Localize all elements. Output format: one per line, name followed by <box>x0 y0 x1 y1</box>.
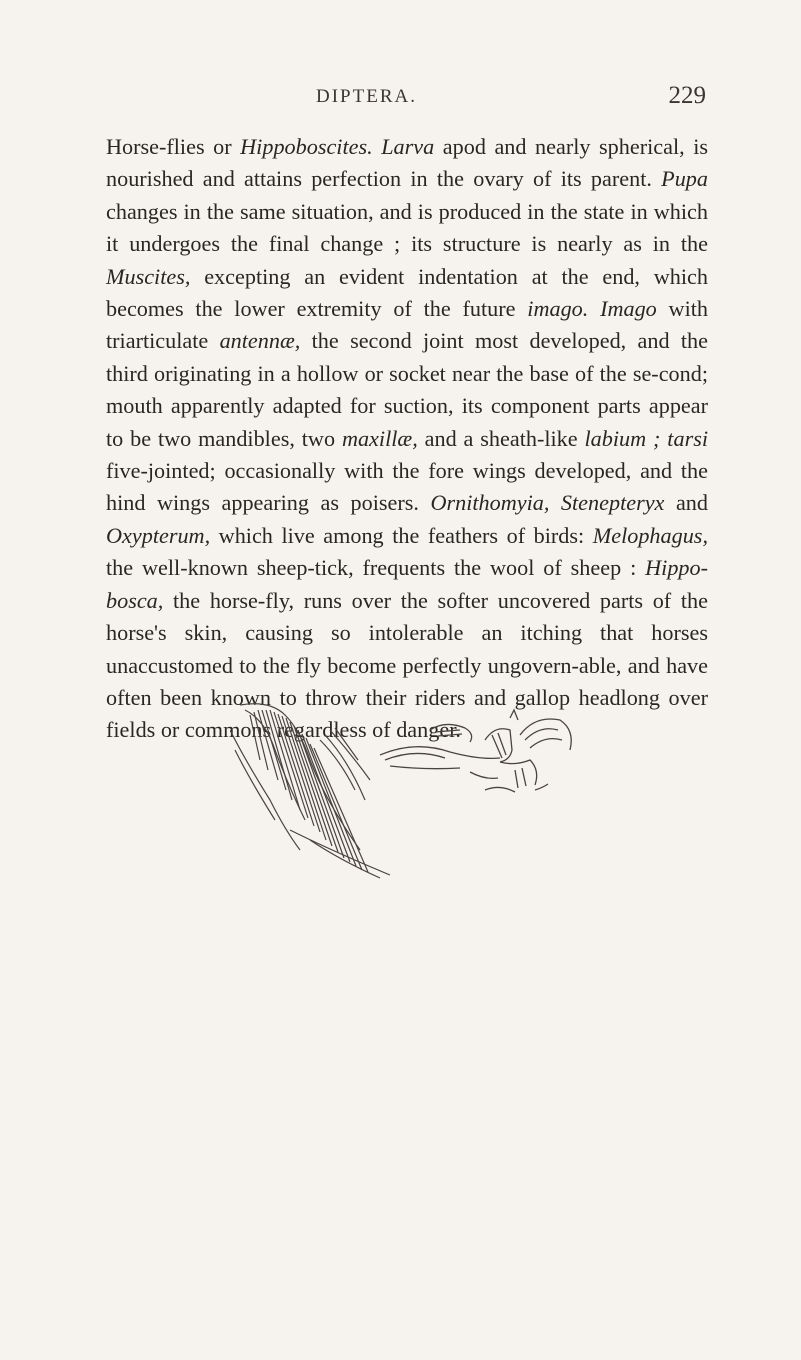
italic-term: Hippo-bosca, <box>106 555 708 613</box>
text-run: changes in the same situation, and is produced in the state in which it undergoes the final change ; its structure is nearly as in the <box>106 198 708 257</box>
running-head: DIPTERA. <box>316 86 417 107</box>
text-run: Horse-flies or <box>106 134 241 159</box>
italic-term: antennæ, <box>219 328 301 354</box>
text-run: and <box>664 490 708 516</box>
text-run: the horse-fly, runs over the softer uncovered parts of the horse's skin, causing so intolerable an itching that horses unaccustomed to the fly become perfectly ungovern-able, and have often been known to throw their riders and gallop headlong over fields or commons regardless of danger. <box>106 587 708 743</box>
fly-illustration <box>230 700 610 880</box>
text-run: and a sheath-like <box>417 425 585 451</box>
page-number: 229 <box>668 82 706 109</box>
fly-figure <box>380 710 571 792</box>
text-run <box>588 296 600 321</box>
italic-term: Oxypterum, <box>106 522 211 548</box>
feather-grass <box>230 704 390 878</box>
italic-term: Hippoboscites. <box>240 134 373 159</box>
text-run: five-jointed; occasionally with the fore wings developed, and the hind wings appearing as poisers. <box>106 458 708 516</box>
italic-term: Ornithomyia, Stenepteryx <box>430 490 665 516</box>
text-run <box>373 134 382 159</box>
italic-term: imago. <box>527 296 589 322</box>
italic-term: labium ; tarsi <box>584 425 708 451</box>
italic-term: maxillæ, <box>341 425 418 451</box>
italic-term: Pupa <box>661 166 708 192</box>
text-run: excepting an evident indentation at the end, which becomes the lower extremity of the future <box>106 263 708 322</box>
text-run: with triarticulate <box>106 296 709 354</box>
italic-term: Larva <box>381 134 435 159</box>
fly-engraving <box>230 700 610 880</box>
italic-term: Imago <box>600 296 657 322</box>
body-paragraph <box>106 131 708 747</box>
text-run: the second joint most developed, and the third originating in a hollow or socket near the base of the se-cond; mouth apparently adapted for suction, its component parts appear to be two mandibles, two <box>106 328 708 451</box>
text-run: apod and nearly spherical, is nourished and attains perfection in the ovary of its parent. <box>106 134 709 192</box>
italic-term: Muscites, <box>106 263 191 289</box>
text-run: the well-known sheep-tick, frequents the wool of sheep : <box>106 555 646 581</box>
italic-term: Melophagus, <box>592 522 708 548</box>
page-header <box>106 82 706 116</box>
text-run: which live among the feathers of birds: <box>210 522 593 548</box>
